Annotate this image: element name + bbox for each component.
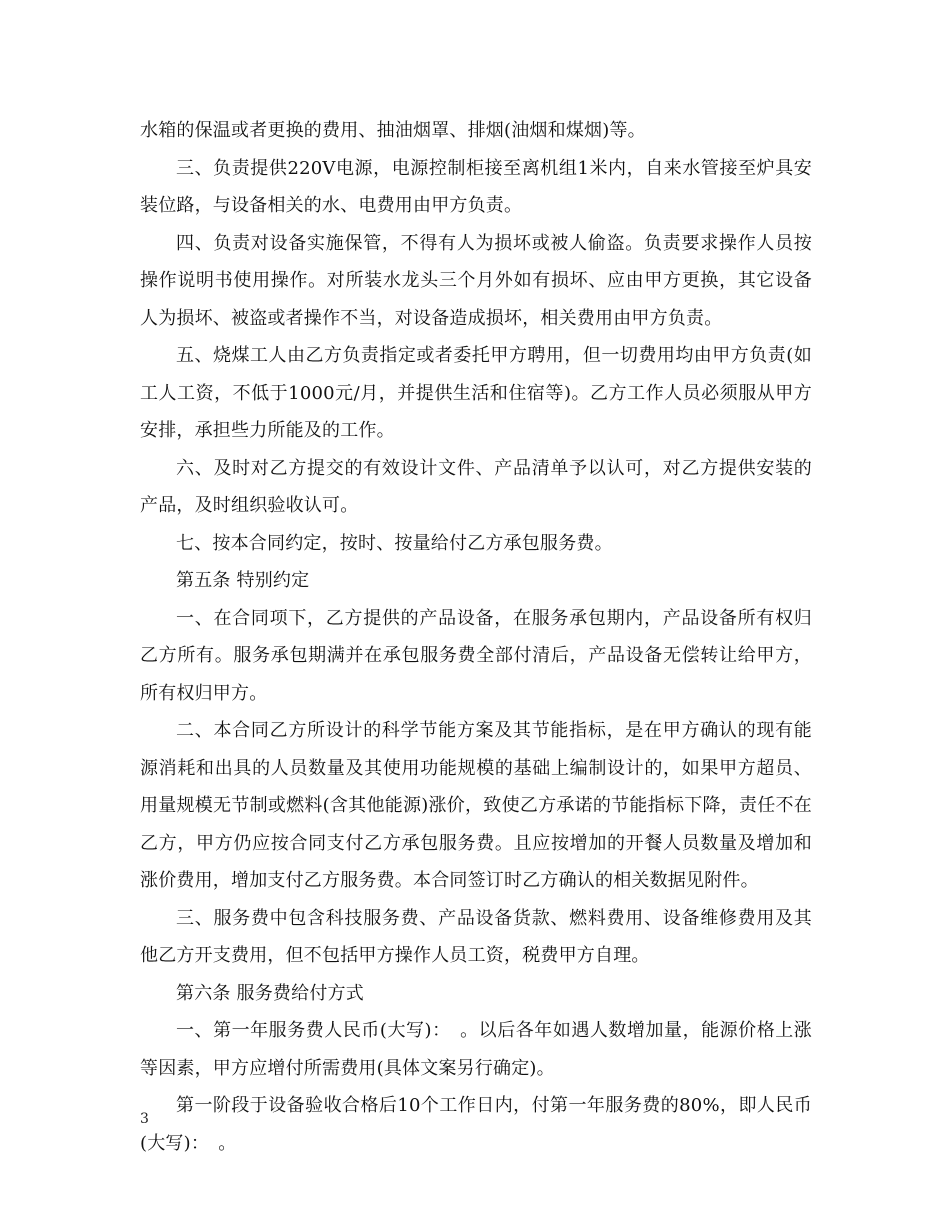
paragraph-8: 二、本合同乙方所设计的科学节能方案及其节能指标，是在甲方确认的现有能源消耗和出具的人员数量及其使用功能规模的基础上编制设计的，如果甲方超员、用量规模无节制或燃料(含其他能源)涨价，致使乙方承诺的节能指标下降，责任不在乙方，甲方仍应按合同支付乙方承包服务费。且应按增加的开餐人员数量及增加和涨价费用，增加支付乙方服务费。本合同签订时乙方确认的相关数据见附件。 [140, 720, 812, 891]
paragraph-7: 一、在合同项下，乙方提供的产品设备，在服务承包期内，产品设备所有权归乙方所有。服务承包期满并在承包服务费全部付清后，产品设备无偿转让给甲方，所有权归甲方。 [140, 607, 812, 704]
paragraph-9: 三、服务费中包含科技服务费、产品设备货款、燃料费用、设备维修费用及其他乙方开支费用，但不包括甲方操作人员工资，税费甲方自理。 [140, 907, 812, 966]
paragraph-5: 六、及时对乙方提交的有效设计文件、产品清单予以认可，对乙方提供安装的产品，及时组织验收认可。 [140, 457, 812, 516]
paragraph-2: 三、负责提供220V电源，电源控制柜接至离机组1米内，自来水管接至炉具安装位路，与设备相关的水、电费用由甲方负责。 [140, 157, 812, 216]
paragraph-4: 五、烧煤工人由乙方负责指定或者委托甲方聘用，但一切费用均由甲方负责(如工人工资，不低于1000元/月，并提供生活和住宿等)。乙方工作人员必须服从甲方安排，承担些力所能及的工作。 [140, 345, 812, 441]
section-heading-5: 第五条 特别约定 [176, 570, 310, 591]
document-body [140, 112, 812, 1162]
paragraph-3: 四、负责对设备实施保管，不得有人为损坏或被人偷盗。负责要求操作人员按操作说明书使用操作。对所装水龙头三个月外如有损坏、应由甲方更换，其它设备人为损坏、被盗或者操作不当，对设备造成损坏，相关费用由甲方负责。 [140, 232, 812, 329]
paragraph-6: 七、按本合同约定，按时、按量给付乙方承包服务费。 [176, 532, 613, 554]
section-heading-6: 第六条 服务费给付方式 [176, 982, 364, 1004]
paragraph-10: 一、第一年服务费人民币(大写)： 。以后各年如遇人数增加量，能源价格上涨等因素，甲方应增付所需费用(具体文案另行确定)。 [140, 1020, 812, 1079]
page-number: 3 [140, 1111, 149, 1127]
paragraph-1: 水箱的保温或者更换的费用、抽油烟罩、排烟(油烟和煤烟)等。 [140, 120, 646, 141]
paragraph-11: 第一阶段于设备验收合格后10个工作日内，付第一年服务费的80%，即人民币(大写)： 。 [140, 1095, 812, 1154]
